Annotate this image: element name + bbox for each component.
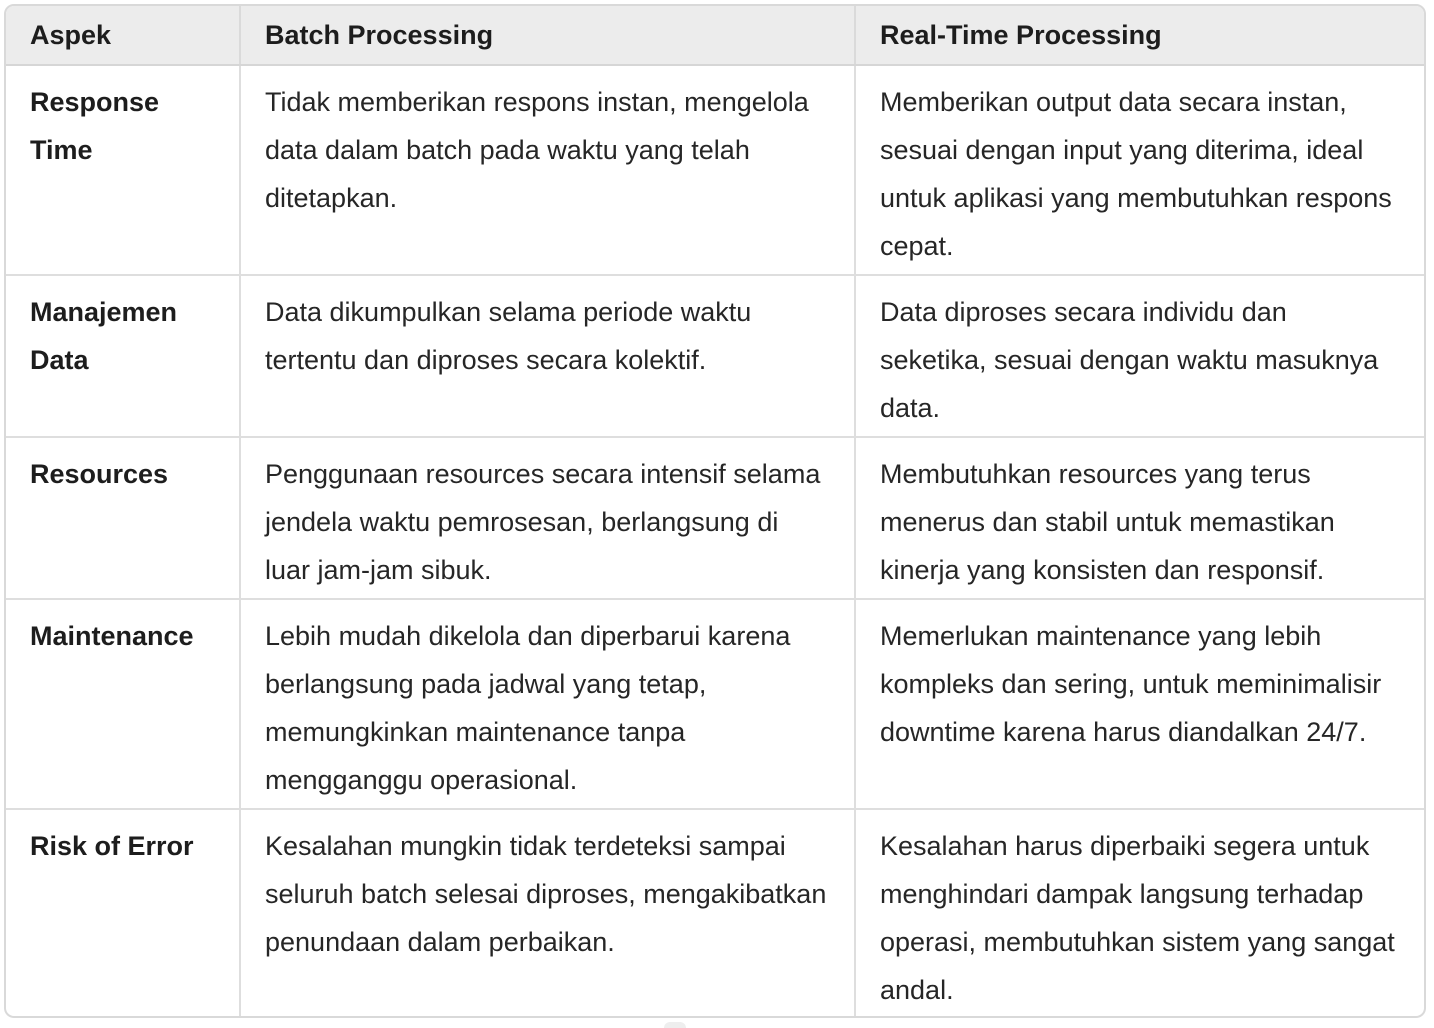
realtime-cell: Data diproses secara individu dan seketika, sesuai dengan waktu masuknya data. (855, 275, 1424, 437)
header-row (6, 6, 1424, 65)
aspect-cell: Maintenance (6, 599, 240, 809)
realtime-cell: Membutuhkan resources yang terus menerus dan stabil untuk memastikan kinerja yang konsisten dan responsif. (855, 437, 1424, 599)
table-row (6, 599, 1424, 809)
aspect-cell: Response Time (6, 65, 240, 275)
header-batch-processing: Batch Processing (240, 6, 855, 65)
realtime-cell: Memberikan output data secara instan, sesuai dengan input yang diterima, ideal untuk aplikasi yang membutuhkan respons cepat. (855, 65, 1424, 275)
batch-cell: Data dikumpulkan selama periode waktu tertentu dan diproses secara kolektif. (240, 275, 855, 437)
aspect-cell: Risk of Error (6, 809, 240, 1018)
table-row (6, 437, 1424, 599)
aspect-cell: Resources (6, 437, 240, 599)
table-body (6, 65, 1424, 1018)
batch-cell: Kesalahan mungkin tidak terdeteksi sampai seluruh batch selesai diproses, mengakibatkan penundaan dalam perbaikan. (240, 809, 855, 1018)
scroll-indicator[interactable] (664, 1022, 686, 1028)
batch-cell: Tidak memberikan respons instan, mengelola data dalam batch pada waktu yang telah ditetapkan. (240, 65, 855, 275)
header-aspek: Aspek (6, 6, 240, 65)
table-row (6, 65, 1424, 275)
table-header (6, 6, 1424, 65)
realtime-cell: Kesalahan harus diperbaiki segera untuk menghindari dampak langsung terhadap operasi, membutuhkan sistem yang sangat andal. (880, 831, 1395, 1005)
batch-cell: Penggunaan resources secara intensif selama jendela waktu pemrosesan, berlangsung di luar jam-jam sibuk. (240, 437, 855, 599)
table-row (6, 275, 1424, 437)
comparison-table-container (4, 4, 1426, 1018)
realtime-cell: Memerlukan maintenance yang lebih kompleks dan sering, untuk meminimalisir downtime karena harus diandalkan 24/7. (855, 599, 1424, 809)
table-row (6, 809, 1424, 1018)
aspect-cell: Manajemen Data (6, 275, 240, 437)
batch-cell: Lebih mudah dikelola dan diperbarui karena berlangsung pada jadwal yang tetap, memungkinkan maintenance tanpa mengganggu operasional. (240, 599, 855, 809)
header-real-time-processing: Real-Time Processing (855, 6, 1424, 65)
comparison-table (6, 6, 1424, 1018)
